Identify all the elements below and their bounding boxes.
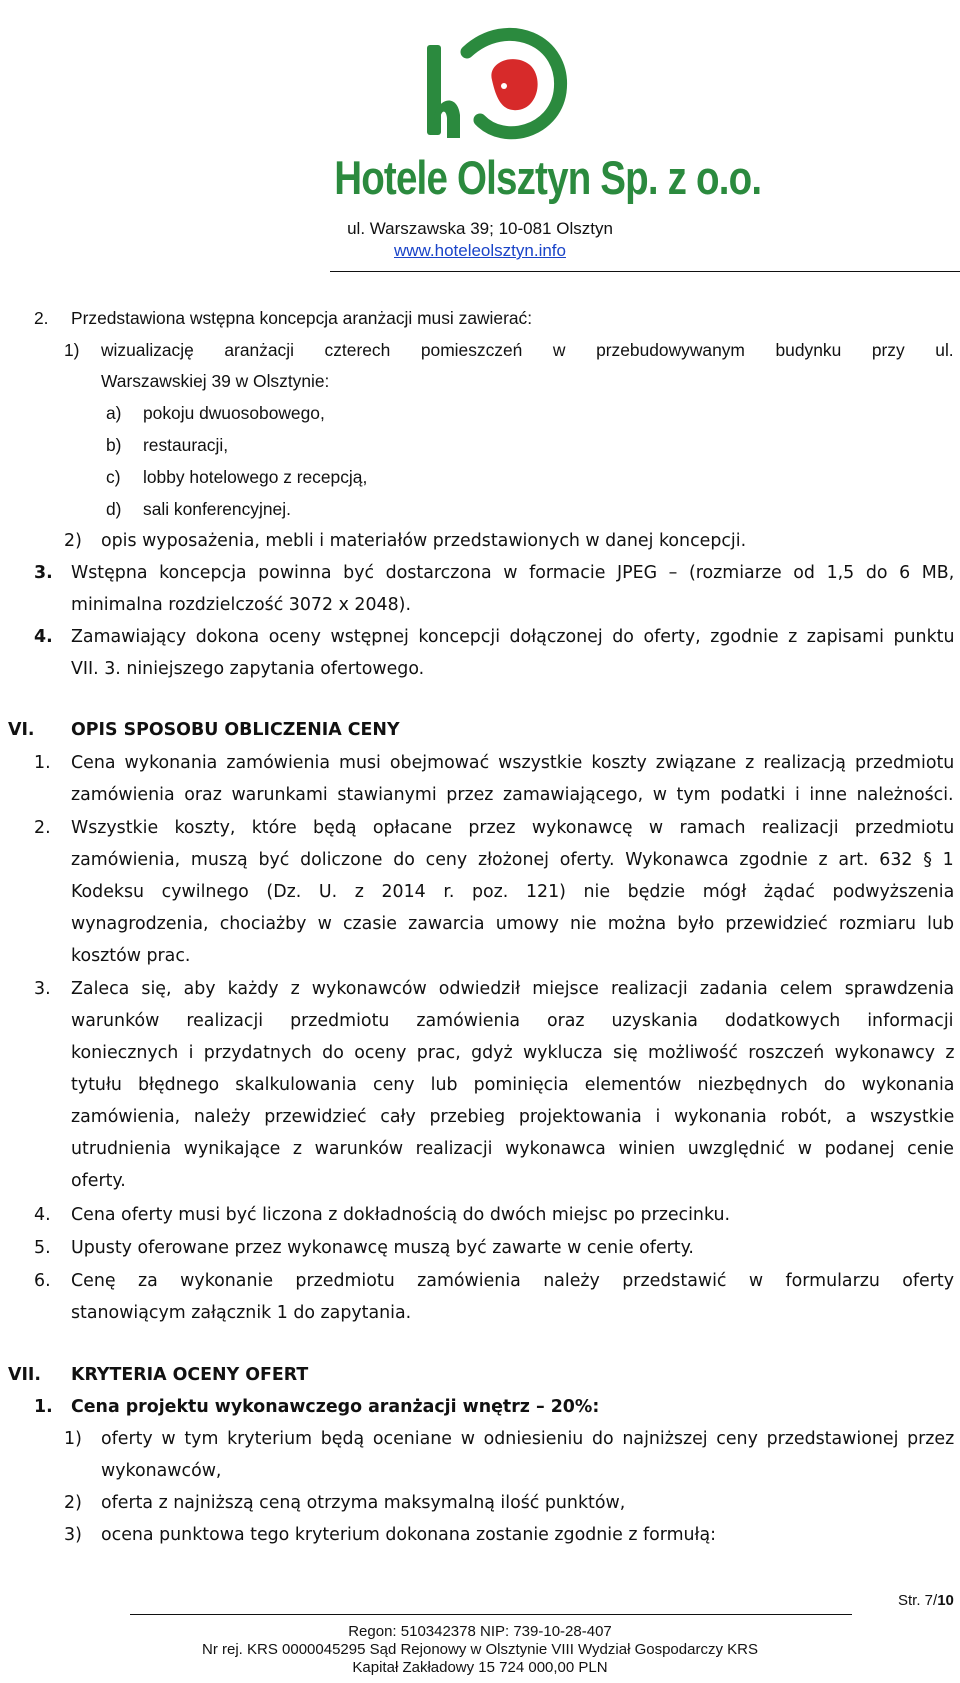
text-line: Wszystkie koszty, które będą opłacane przez wykonawcę w ramach realizacji przedmiotu — [71, 818, 955, 838]
text-line: sali konferencyjnej. — [143, 499, 291, 519]
text-line: stanowiącym załącznik 1 do zapytania. — [71, 1303, 412, 1323]
list-number: c) — [106, 467, 121, 487]
list-number: 1. — [34, 753, 51, 773]
list-number: a) — [106, 403, 122, 423]
list-number: 1) — [64, 340, 80, 360]
company-address: ul. Warszawska 39; 10-081 Olsztyn — [347, 219, 613, 238]
text-line: Cena oferty musi być liczona z dokładnością do dwóch miejsc po przecinku. — [71, 1205, 731, 1225]
list-number: d) — [106, 499, 122, 519]
text-line: zamówienia oraz warunkami stawianymi przez zamawiającego, w tym podatki i inne należności. — [71, 785, 954, 805]
section-heading: KRYTERIA OCENY OFERT — [71, 1365, 309, 1385]
text-line: oferty w tym kryterium będą oceniane w odniesieniu do najniższej ceny przedstawionej przez — [101, 1429, 955, 1449]
list-number: VII. — [8, 1365, 42, 1385]
text-line: koniecznych i przydatnych do oceny prac, gdyż wyklucza się możliwość roszczeń wykonawcy z — [71, 1043, 955, 1063]
list-number: 2. — [34, 818, 51, 838]
text-line: wizualizację aranżacji czterech pomieszczeń w przebudowywanym budynku przy ul. — [101, 340, 954, 360]
text-line: oferta z najniższą ceną otrzyma maksymalną ilość punktów, — [101, 1493, 626, 1513]
list-number: b) — [106, 435, 122, 455]
text-line: warunków realizacji przedmiotu zamówienia oraz uzyskania dodatkowych informacji — [71, 1011, 954, 1031]
text-line: Zamawiający dokona oceny wstępnej koncepcji dołączonej do oferty, zgodnie z zapisami punktu — [71, 627, 955, 647]
list-number: 2) — [64, 531, 82, 551]
text-line: tytułu błędnego skalkulowania ceny lub pominięcia elementów niezbędnych do wykonania — [71, 1075, 955, 1095]
text-line: wykonawców, — [101, 1461, 222, 1481]
list-number: 2. — [34, 308, 49, 328]
text-line: minimalna rozdzielczość 3072 x 2048). — [71, 595, 411, 615]
text-line: Cenę za wykonanie przedmiotu zamówienia należy przedstawić w formularzu oferty — [71, 1271, 955, 1291]
text-line: lobby hotelowego z recepcją, — [143, 467, 368, 487]
list-number: 5. — [34, 1238, 51, 1258]
list-number: 1. — [34, 1397, 53, 1417]
footer-capital: Kapitał Zakładowy 15 724 000,00 PLN — [352, 1659, 608, 1676]
text-line: zamówienia, muszą być doliczone do ceny złożonej oferty. Wykonawca zgodnie z art. 632 § 1 — [71, 850, 954, 870]
text-line: wynagrodzenia, chociażby w czasie zawarcia umowy nie można było przewidzieć rozmiaru lub — [71, 914, 955, 934]
section-heading: OPIS SPOSOBU OBLICZENIA CENY — [71, 720, 400, 740]
text-line: ocena punktowa tego kryterium dokonana zostanie zgodnie z formułą: — [101, 1525, 717, 1545]
text-line: Kodeksu cywilnego (Dz. U. z 2014 r. poz. 121) nie będzie mógł żądać podwyższenia — [71, 882, 955, 902]
text-line: opis wyposażenia, mebli i materiałów przedstawionych w danej koncepcji. — [101, 531, 747, 551]
list-number: VI. — [8, 720, 35, 740]
list-number: 3. — [34, 979, 51, 999]
text-line: kosztów prac. — [71, 946, 191, 966]
footer-regon: Regon: 510342378 NIP: 739-10-28-407 — [348, 1623, 612, 1640]
text-line: oferty. — [71, 1171, 126, 1191]
text-line: VII. 3. niniejszego zapytania ofertowego. — [71, 659, 425, 679]
list-number: 4. — [34, 627, 53, 647]
list-number: 4. — [34, 1205, 51, 1225]
list-number: 1) — [64, 1429, 82, 1449]
company-name: Hotele Olsztyn Sp. z o.o. — [334, 151, 762, 204]
list-number: 3. — [34, 563, 53, 583]
text-line: Zaleca się, aby każdy z wykonawców odwiedził miejsce realizacji zadania celem sprawdzenia — [71, 979, 955, 999]
text-line: utrudnienia wynikające z warunków realizacji wykonawca winien uwzględnić w podanej cenie — [71, 1139, 954, 1159]
letterhead — [0, 0, 960, 275]
text-line: Wstępna koncepcja powinna być dostarczona w formacie JPEG – (rozmiarze od 1,5 do 6 MB, — [71, 563, 955, 583]
text-line: restauracji, — [143, 435, 229, 455]
text-line: Przedstawiona wstępna koncepcja aranżacji musi zawierać: — [71, 308, 533, 328]
text-line: pokoju dwuosobowego, — [143, 403, 325, 423]
text-line: Warszawskiej 39 w Olsztynie: — [101, 371, 330, 391]
section-heading: Cena projektu wykonawczego aranżacji wnętrz – 20%: — [71, 1397, 600, 1417]
list-number: 3) — [64, 1525, 82, 1545]
list-number: 6. — [34, 1271, 51, 1291]
text-line: Upusty oferowane przez wykonawcę muszą być zawarte w cenie oferty. — [71, 1238, 694, 1258]
footer-divider — [130, 1614, 852, 1615]
list-number: 2) — [64, 1493, 82, 1513]
page-number: Str. 7/10 — [898, 1592, 954, 1609]
company-website-link[interactable]: www.hoteleolsztyn.info — [394, 241, 566, 260]
header-divider — [330, 271, 960, 272]
text-line: Cena wykonania zamówienia musi obejmować wszystkie koszty związane z realizacją przedmiotu — [71, 753, 955, 773]
footer-krs: Nr rej. KRS 0000045295 Sąd Rejonowy w Olsztynie VIII Wydział Gospodarczy KRS — [202, 1641, 758, 1658]
text-line: zamówienia, należy przewidzieć cały przebieg projektowania i wykonania robót, a wszystkie — [71, 1107, 955, 1127]
